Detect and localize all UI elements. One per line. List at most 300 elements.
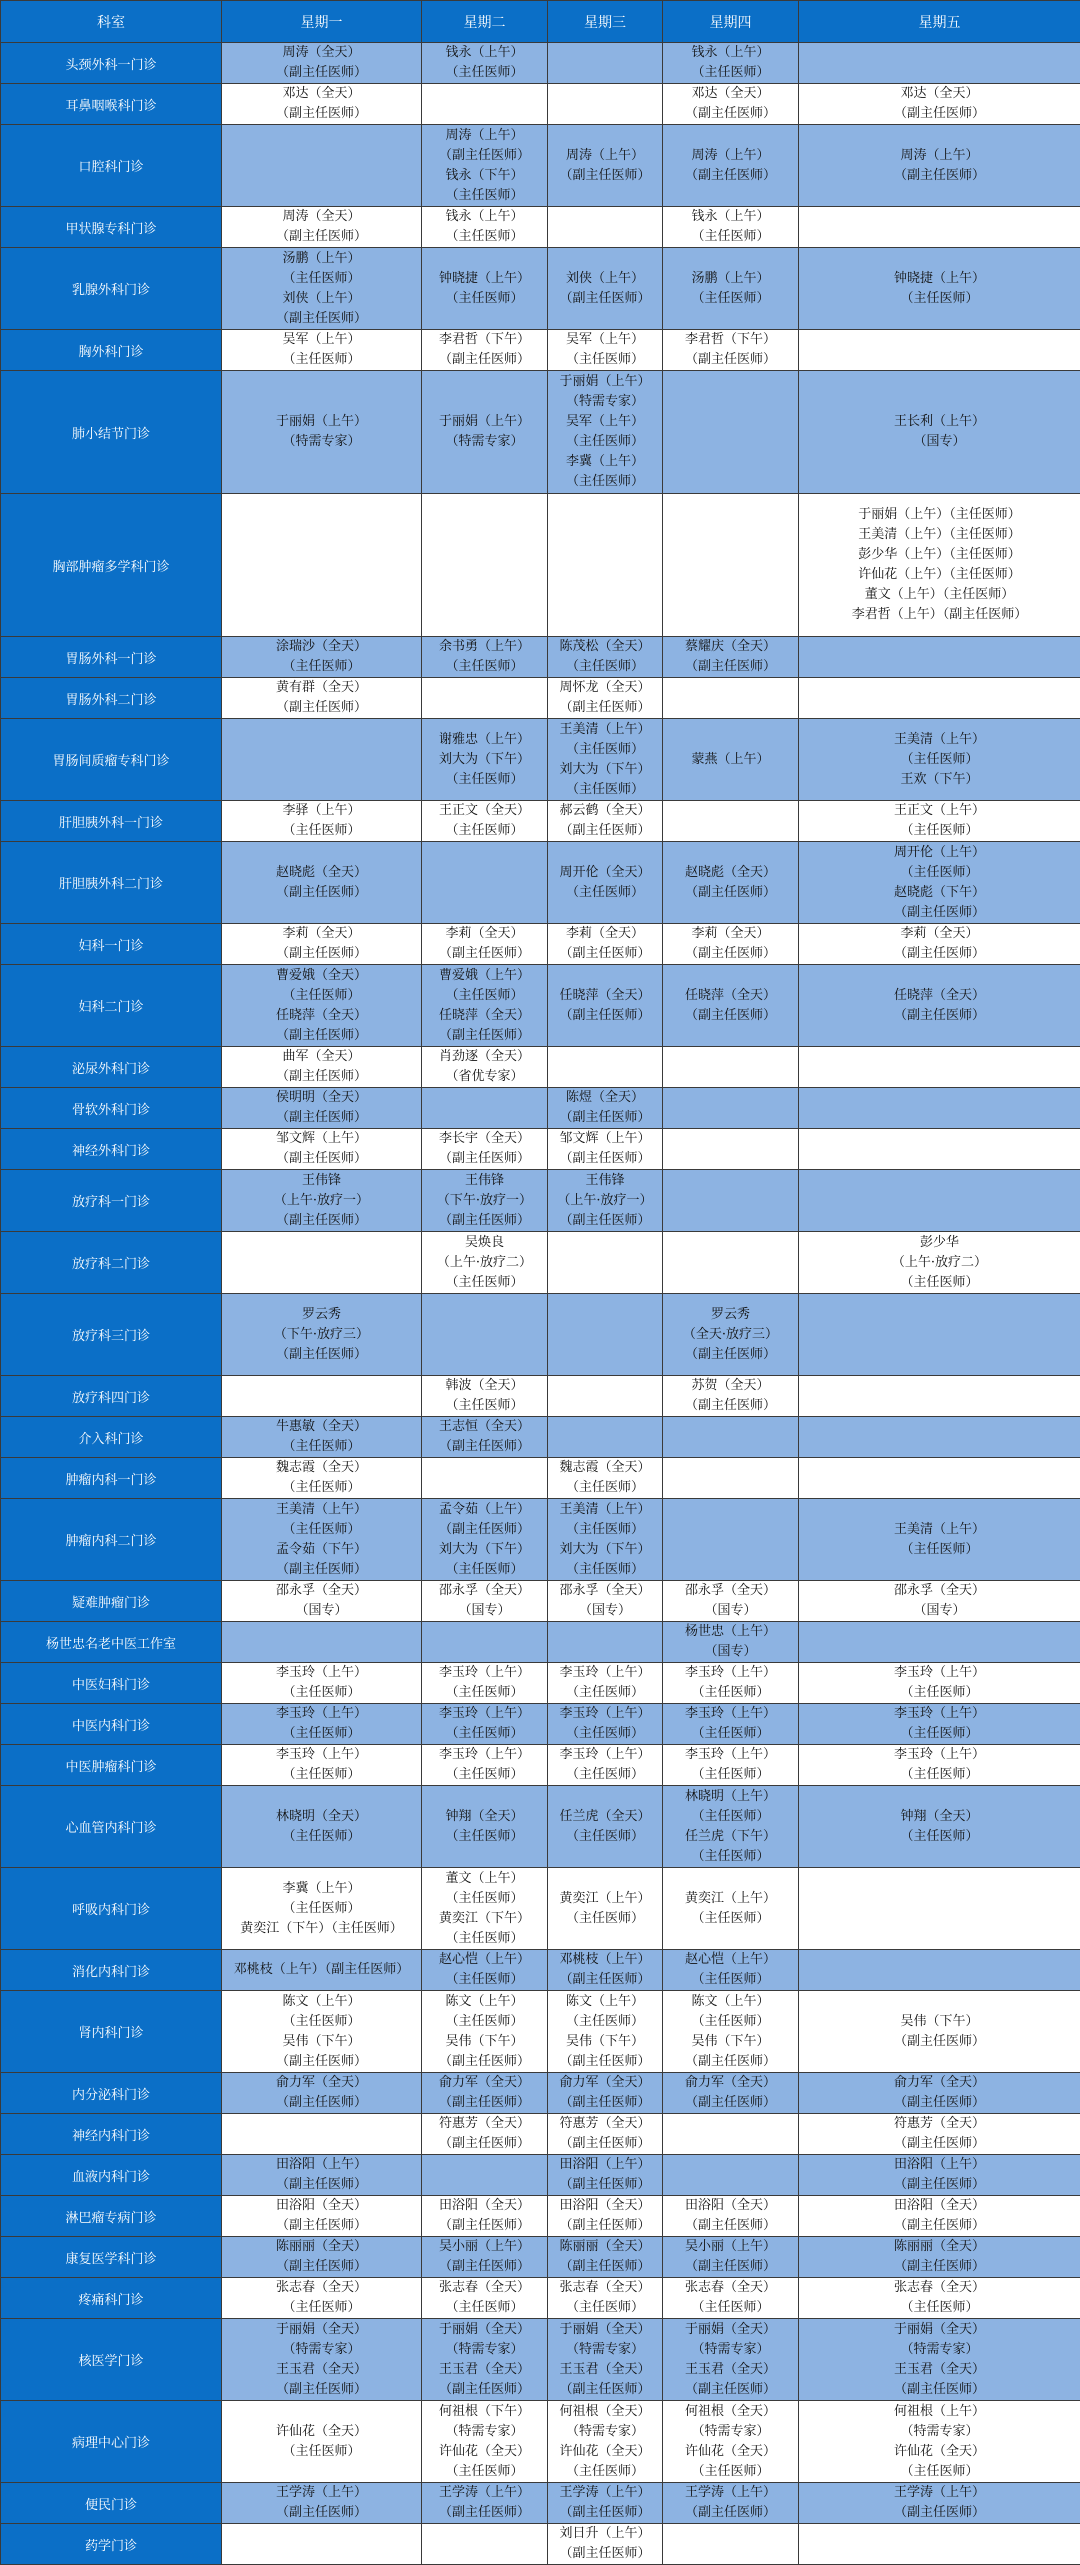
schedule-cell-thursday <box>663 1417 799 1458</box>
doctor-line: （副主任医师） <box>422 1149 547 1169</box>
table-row <box>1 1088 1080 1129</box>
doctor-line: 许仙花（全天） <box>222 2422 421 2442</box>
doctor-line: （副主任医师） <box>548 1108 662 1128</box>
doctor-line: 赵心恺（上午） <box>663 1950 798 1970</box>
schedule-cell-tuesday <box>422 801 548 842</box>
department-name: 呼吸内科门诊 <box>1 1868 222 1950</box>
doctor-line: 王美清（上午） <box>799 1520 1080 1540</box>
doctor-line: 刘侠（上午） <box>222 289 421 309</box>
table-row <box>1 125 1080 207</box>
schedule-cell-friday <box>799 2319 1080 2401</box>
doctor-line: 周涛（上午） <box>663 146 798 166</box>
department-name: 放疗科一门诊 <box>1 1170 222 1232</box>
doctor-line: 吴伟（下午） <box>663 2032 798 2052</box>
schedule-cell-monday <box>222 207 422 248</box>
schedule-cell-monday <box>222 1088 422 1129</box>
doctor-line: （主任医师） <box>799 863 1080 883</box>
schedule-cell-friday <box>799 1458 1080 1499</box>
schedule-cell-wednesday <box>548 1129 663 1170</box>
doctor-line: （国专） <box>663 1642 798 1662</box>
doctor-line: 俞力军（全天） <box>222 2073 421 2093</box>
doctor-line: （主任医师） <box>422 227 547 247</box>
table-row <box>1 494 1080 637</box>
doctor-line: （特需专家） <box>799 2340 1080 2360</box>
doctor-line: 曲军（全天） <box>222 1047 421 1067</box>
doctor-line: 罗云秀 <box>222 1305 421 1325</box>
schedule-cell-friday <box>799 1704 1080 1745</box>
doctor-line: （特需专家） <box>422 432 547 452</box>
schedule-cell-wednesday <box>548 2278 663 2319</box>
schedule-cell-thursday <box>663 2073 799 2114</box>
table-row <box>1 371 1080 494</box>
doctor-line: 王学涛（上午） <box>663 2483 798 2503</box>
doctor-line: 李莉（全天） <box>222 924 421 944</box>
schedule-cell-monday <box>222 1170 422 1232</box>
table-row <box>1 1786 1080 1868</box>
doctor-line: （主任医师） <box>663 227 798 247</box>
department-name: 康复医学科门诊 <box>1 2237 222 2278</box>
department-name: 口腔科门诊 <box>1 125 222 207</box>
doctor-line: （副主任医师） <box>222 1067 421 1087</box>
table-row <box>1 1170 1080 1232</box>
schedule-cell-wednesday <box>548 1663 663 1704</box>
department-name: 淋巴瘤专病门诊 <box>1 2196 222 2237</box>
doctor-line: （副主任医师） <box>222 1149 421 1169</box>
doctor-line: 王欢（下午） <box>799 770 1080 790</box>
schedule-cell-friday <box>799 2155 1080 2196</box>
doctor-line: （主任医师） <box>548 432 662 452</box>
doctor-line: 吴伟（下午） <box>799 2012 1080 2032</box>
doctor-line: （副主任医师） <box>422 1026 547 1046</box>
schedule-cell-monday <box>222 1376 422 1417</box>
doctor-line: 王美清（上午） <box>548 720 662 740</box>
schedule-cell-thursday <box>663 1745 799 1786</box>
schedule-cell-friday <box>799 2401 1080 2483</box>
doctor-line: （主任医师） <box>422 770 547 790</box>
doctor-line: 王学涛（上午） <box>548 2483 662 2503</box>
doctor-line: （主任医师） <box>548 1765 662 1785</box>
doctor-line: 许仙花（全天） <box>548 2442 662 2462</box>
schedule-cell-wednesday <box>548 1704 663 1745</box>
schedule-cell-tuesday <box>422 2483 548 2524</box>
doctor-line: 蔡耀庆（全天） <box>663 637 798 657</box>
doctor-line: 邵永孚（全天） <box>222 1581 421 1601</box>
schedule-cell-wednesday <box>548 1581 663 1622</box>
doctor-line: 田浴阳（全天） <box>548 2196 662 2216</box>
schedule-cell-friday <box>799 330 1080 371</box>
doctor-line: 王学涛（上午） <box>222 2483 421 2503</box>
doctor-line: 田浴阳（全天） <box>222 2196 421 2216</box>
schedule-cell-tuesday <box>422 43 548 84</box>
doctor-line: （主任医师） <box>799 821 1080 841</box>
doctor-line: （主任医师） <box>548 2462 662 2482</box>
schedule-cell-wednesday <box>548 330 663 371</box>
doctor-line: （副主任医师） <box>663 350 798 370</box>
schedule-cell-monday <box>222 1663 422 1704</box>
schedule-cell-friday <box>799 248 1080 330</box>
doctor-line: （副主任医师） <box>548 2093 662 2113</box>
doctor-line: （主任医师） <box>222 657 421 677</box>
doctor-line: 符惠芳（全天） <box>548 2114 662 2134</box>
table-row <box>1 207 1080 248</box>
schedule-cell-friday <box>799 371 1080 494</box>
doctor-line: 田浴阳（全天） <box>663 2196 798 2216</box>
doctor-line: 黄奕江（上午） <box>663 1889 798 1909</box>
schedule-cell-thursday <box>663 1294 799 1376</box>
schedule-cell-thursday <box>663 1088 799 1129</box>
doctor-line: 任晓萍（全天） <box>422 1006 547 1026</box>
doctor-line: 邵永孚（全天） <box>548 1581 662 1601</box>
doctor-line: （主任医师） <box>799 750 1080 770</box>
doctor-line: （主任医师） <box>799 1683 1080 1703</box>
doctor-line: （副主任医师） <box>222 944 421 964</box>
schedule-cell-thursday <box>663 2401 799 2483</box>
schedule-cell-tuesday <box>422 2237 548 2278</box>
schedule-cell-thursday <box>663 1622 799 1663</box>
table-row <box>1 2073 1080 2114</box>
schedule-cell-monday <box>222 1868 422 1950</box>
department-name: 耳鼻咽喉科门诊 <box>1 84 222 125</box>
schedule-cell-tuesday <box>422 1047 548 1088</box>
doctor-line: （副主任医师） <box>548 2052 662 2072</box>
table-row <box>1 2237 1080 2278</box>
table-row <box>1 2155 1080 2196</box>
schedule-cell-monday <box>222 1129 422 1170</box>
doctor-line: 于丽娟（上午） <box>548 372 662 392</box>
doctor-line: （副主任医师） <box>548 166 662 186</box>
doctor-line: 任兰虎（全天） <box>548 1807 662 1827</box>
table-row <box>1 1458 1080 1499</box>
doctor-line: 李玉玲（上午） <box>222 1745 421 1765</box>
doctor-line: 李玉玲（上午） <box>548 1663 662 1683</box>
table-row <box>1 1417 1080 1458</box>
schedule-cell-monday <box>222 637 422 678</box>
header-tuesday: 星期二 <box>422 1 548 43</box>
doctor-line: 周开伦（全天） <box>548 863 662 883</box>
schedule-cell-tuesday <box>422 1458 548 1499</box>
schedule-cell-monday <box>222 1622 422 1663</box>
schedule-cell-monday <box>222 2155 422 2196</box>
schedule-cell-tuesday <box>422 2524 548 2565</box>
doctor-line: （副主任医师） <box>548 289 662 309</box>
doctor-line: 蒙燕（上午） <box>663 750 798 770</box>
doctor-line: （主任医师） <box>222 350 421 370</box>
doctor-line: 李玉玲（上午） <box>799 1704 1080 1724</box>
schedule-cell-friday <box>799 719 1080 801</box>
doctor-line: （主任医师） <box>422 1560 547 1580</box>
doctor-line: 邵永孚（全天） <box>799 1581 1080 1601</box>
schedule-cell-wednesday <box>548 1950 663 1991</box>
table-row <box>1 1704 1080 1745</box>
doctor-line: （国专） <box>663 1601 798 1621</box>
doctor-line: （国专） <box>799 432 1080 452</box>
doctor-line: 陈文（上午） <box>222 1992 421 2012</box>
schedule-cell-tuesday <box>422 2196 548 2237</box>
doctor-line: （主任医师） <box>422 1970 547 1990</box>
doctor-line: （副主任医师） <box>799 104 1080 124</box>
doctor-line: 钟翔（全天） <box>799 1807 1080 1827</box>
schedule-cell-thursday <box>663 1950 799 1991</box>
department-name: 中医内科门诊 <box>1 1704 222 1745</box>
doctor-line: 吴小丽（上午） <box>663 2237 798 2257</box>
department-name: 肝胆胰外科二门诊 <box>1 842 222 924</box>
doctor-line: 吴军（上午） <box>222 330 421 350</box>
schedule-cell-wednesday <box>548 2155 663 2196</box>
doctor-line: 邵永孚（全天） <box>663 1581 798 1601</box>
doctor-line: （主任医师） <box>548 2298 662 2318</box>
schedule-cell-thursday <box>663 2155 799 2196</box>
department-name: 胸外科门诊 <box>1 330 222 371</box>
doctor-line: （副主任医师） <box>663 1006 798 1026</box>
doctor-line: 邓达（全天） <box>222 84 421 104</box>
doctor-line: （副主任医师） <box>422 2380 547 2400</box>
schedule-cell-tuesday <box>422 125 548 207</box>
schedule-cell-tuesday <box>422 1129 548 1170</box>
doctor-line: （副主任医师） <box>548 1970 662 1990</box>
doctor-line: 吴伟（下午） <box>222 2032 421 2052</box>
doctor-line: （副主任医师） <box>422 2052 547 2072</box>
doctor-line: 孟令茹（上午） <box>422 1500 547 1520</box>
schedule-cell-wednesday <box>548 1417 663 1458</box>
doctor-line: （副主任医师） <box>222 1026 421 1046</box>
table-row <box>1 1232 1080 1294</box>
doctor-line: 于丽娟（上午） <box>422 412 547 432</box>
doctor-line: （主任医师） <box>663 1909 798 1929</box>
doctor-line: 李莉（全天） <box>422 924 547 944</box>
schedule-cell-thursday <box>663 637 799 678</box>
schedule-cell-friday <box>799 2196 1080 2237</box>
doctor-line: 周涛（上午） <box>548 146 662 166</box>
schedule-cell-tuesday <box>422 965 548 1047</box>
doctor-line: 陈煜（全天） <box>548 1088 662 1108</box>
schedule-cell-friday <box>799 924 1080 965</box>
doctor-line: 钟晓捷（上午） <box>799 269 1080 289</box>
doctor-line: （特需专家） <box>663 2422 798 2442</box>
schedule-cell-friday <box>799 1294 1080 1376</box>
doctor-line: 田浴阳（全天） <box>422 2196 547 2216</box>
doctor-line: 李玉玲（上午） <box>422 1663 547 1683</box>
doctor-line: （主任医师） <box>548 1724 662 1744</box>
schedule-cell-friday <box>799 84 1080 125</box>
doctor-line: （省优专家） <box>422 1067 547 1087</box>
doctor-line: 董文（上午）（主任医师） <box>799 585 1080 605</box>
doctor-line: 曹爱娥（全天） <box>222 966 421 986</box>
schedule-cell-monday <box>222 2237 422 2278</box>
doctor-line: 李莉（全天） <box>799 924 1080 944</box>
doctor-line: 侯明明（全天） <box>222 1088 421 1108</box>
doctor-line: （主任医师） <box>422 63 547 83</box>
schedule-cell-wednesday <box>548 43 663 84</box>
doctor-line: 李玉玲（上午） <box>799 1663 1080 1683</box>
schedule-cell-friday <box>799 1232 1080 1294</box>
doctor-line: 王学涛（上午） <box>799 2483 1080 2503</box>
schedule-cell-wednesday <box>548 2196 663 2237</box>
table-row <box>1 1663 1080 1704</box>
doctor-line: 李玉玲（上午） <box>422 1704 547 1724</box>
header-thursday: 星期四 <box>663 1 799 43</box>
doctor-line: （副主任医师） <box>663 2380 798 2400</box>
doctor-line: 黄奕江（下午）（主任医师） <box>222 1919 421 1939</box>
schedule-cell-thursday <box>663 2524 799 2565</box>
department-name: 核医学门诊 <box>1 2319 222 2401</box>
schedule-cell-monday <box>222 1950 422 1991</box>
schedule-cell-tuesday <box>422 494 548 637</box>
doctor-line: 王美清（上午） <box>222 1500 421 1520</box>
department-name: 便民门诊 <box>1 2483 222 2524</box>
doctor-line: （主任医师） <box>222 1899 421 1919</box>
schedule-cell-thursday <box>663 330 799 371</box>
schedule-cell-friday <box>799 1417 1080 1458</box>
schedule-cell-friday <box>799 965 1080 1047</box>
schedule-cell-friday <box>799 43 1080 84</box>
schedule-cell-tuesday <box>422 1499 548 1581</box>
schedule-cell-wednesday <box>548 1499 663 1581</box>
doctor-line: （主任医师） <box>799 2298 1080 2318</box>
schedule-cell-friday <box>799 2483 1080 2524</box>
doctor-line: 何祖根（上午） <box>799 2402 1080 2422</box>
schedule-cell-monday <box>222 1458 422 1499</box>
doctor-line: （主任医师） <box>422 289 547 309</box>
doctor-line: 钟翔（全天） <box>422 1807 547 1827</box>
schedule-cell-thursday <box>663 1458 799 1499</box>
schedule-cell-friday <box>799 1499 1080 1581</box>
table-row <box>1 330 1080 371</box>
doctor-line: 王志恒（全天） <box>422 1417 547 1437</box>
doctor-line: （副主任医师） <box>222 2093 421 2113</box>
doctor-line: 于丽娟（全天） <box>222 2320 421 2340</box>
doctor-line: （副主任医师） <box>548 2175 662 2195</box>
doctor-line: （主任医师） <box>548 883 662 903</box>
doctor-line: （主任医师） <box>663 63 798 83</box>
doctor-line: （全天·放疗三） <box>663 1325 798 1345</box>
doctor-line: 魏志霞（全天） <box>222 1458 421 1478</box>
schedule-cell-wednesday <box>548 125 663 207</box>
doctor-line: 王玉君（全天） <box>799 2360 1080 2380</box>
doctor-line: 何祖根（全天） <box>548 2402 662 2422</box>
schedule-cell-tuesday <box>422 1663 548 1704</box>
doctor-line: （副主任医师） <box>422 1211 547 1231</box>
department-name: 肿瘤内科一门诊 <box>1 1458 222 1499</box>
doctor-line: 周涛（全天） <box>222 43 421 63</box>
doctor-line: （副主任医师） <box>799 944 1080 964</box>
schedule-cell-tuesday <box>422 2319 548 2401</box>
doctor-line: （副主任医师） <box>422 1520 547 1540</box>
department-name: 药学门诊 <box>1 2524 222 2565</box>
doctor-line: （主任医师） <box>222 1520 421 1540</box>
doctor-line: （主任医师） <box>663 1970 798 1990</box>
schedule-cell-thursday <box>663 1704 799 1745</box>
doctor-line: （主任医师） <box>422 1724 547 1744</box>
doctor-line: 何祖根（全天） <box>663 2402 798 2422</box>
doctor-line: 任晓萍（全天） <box>222 1006 421 1026</box>
doctor-line: （副主任医师） <box>663 2503 798 2523</box>
doctor-line: （主任医师） <box>222 2442 421 2462</box>
doctor-line: （副主任医师） <box>663 166 798 186</box>
doctor-line: （副主任医师） <box>222 1560 421 1580</box>
doctor-line: 李君哲（下午） <box>422 330 547 350</box>
schedule-cell-monday <box>222 1704 422 1745</box>
doctor-line: （主任医师） <box>548 350 662 370</box>
schedule-cell-friday <box>799 1786 1080 1868</box>
doctor-line: 韩波（全天） <box>422 1376 547 1396</box>
schedule-cell-thursday <box>663 801 799 842</box>
schedule-cell-tuesday <box>422 2401 548 2483</box>
doctor-line: （副主任医师） <box>422 2134 547 2154</box>
doctor-line: （上午·放疗二） <box>422 1253 547 1273</box>
schedule-cell-tuesday <box>422 1745 548 1786</box>
schedule-cell-tuesday <box>422 678 548 719</box>
schedule-cell-wednesday <box>548 1170 663 1232</box>
doctor-line: 周涛（上午） <box>799 146 1080 166</box>
schedule-cell-thursday <box>663 1868 799 1950</box>
schedule-cell-thursday <box>663 84 799 125</box>
doctor-line: （主任医师） <box>548 1827 662 1847</box>
doctor-line: 于丽娟（上午） <box>222 412 421 432</box>
schedule-cell-friday <box>799 207 1080 248</box>
doctor-line: 李玉玲（上午） <box>663 1745 798 1765</box>
doctor-line: 李莉（全天） <box>663 924 798 944</box>
doctor-line: 谢雅忠（上午） <box>422 730 547 750</box>
doctor-line: 王伟锋 <box>222 1171 421 1191</box>
doctor-line: （主任医师） <box>422 986 547 1006</box>
doctor-line: （主任医师） <box>663 1724 798 1744</box>
schedule-cell-monday <box>222 2073 422 2114</box>
doctor-line: 吴小丽（上午） <box>422 2237 547 2257</box>
doctor-line: 于丽娟（全天） <box>422 2320 547 2340</box>
doctor-line: 许仙花（全天） <box>663 2442 798 2462</box>
schedule-cell-monday <box>222 330 422 371</box>
table-row <box>1 2278 1080 2319</box>
table-row <box>1 924 1080 965</box>
schedule-cell-thursday <box>663 924 799 965</box>
schedule-cell-tuesday <box>422 330 548 371</box>
doctor-line: 王学涛（上午） <box>422 2483 547 2503</box>
doctor-line: （主任医师） <box>663 1807 798 1827</box>
schedule-cell-wednesday <box>548 637 663 678</box>
doctor-line: （副主任医师） <box>663 657 798 677</box>
doctor-line: 黄有群（全天） <box>222 678 421 698</box>
doctor-line: 林晓明（上午） <box>663 1787 798 1807</box>
doctor-line: （副主任医师） <box>422 2093 547 2113</box>
schedule-cell-tuesday <box>422 248 548 330</box>
schedule-cell-wednesday <box>548 924 663 965</box>
doctor-line: 陈文（上午） <box>548 1992 662 2012</box>
schedule-cell-tuesday <box>422 371 548 494</box>
doctor-line: 杨世忠（上午） <box>663 1622 798 1642</box>
doctor-line: （主任医师） <box>422 1827 547 1847</box>
doctor-line: （主任医师） <box>548 1683 662 1703</box>
doctor-line: （副主任医师） <box>222 883 421 903</box>
schedule-cell-tuesday <box>422 1088 548 1129</box>
schedule-cell-wednesday <box>548 1458 663 1499</box>
doctor-line: （副主任医师） <box>799 1006 1080 1026</box>
table-row <box>1 1581 1080 1622</box>
doctor-line: （上午·放疗一） <box>548 1191 662 1211</box>
doctor-line: （副主任医师） <box>222 698 421 718</box>
doctor-line: 赵心恺（上午） <box>422 1950 547 1970</box>
doctor-line: （特需专家） <box>422 2422 547 2442</box>
header-row <box>1 1 1080 43</box>
doctor-line: （主任医师） <box>422 2012 547 2032</box>
schedule-cell-wednesday <box>548 1745 663 1786</box>
doctor-line: 魏志霞（全天） <box>548 1458 662 1478</box>
doctor-line: （副主任医师） <box>663 104 798 124</box>
schedule-cell-thursday <box>663 1786 799 1868</box>
schedule-cell-friday <box>799 1581 1080 1622</box>
doctor-line: （主任医师） <box>799 289 1080 309</box>
doctor-line: （副主任医师） <box>799 166 1080 186</box>
doctor-line: （特需专家） <box>222 2340 421 2360</box>
